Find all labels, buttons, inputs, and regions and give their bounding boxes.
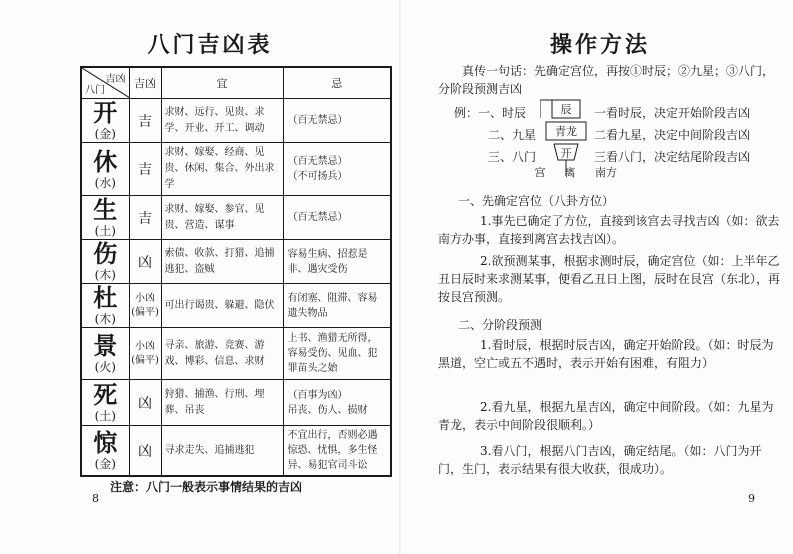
- table-row: [81, 380, 391, 426]
- gate-name: 伤: [93, 239, 118, 268]
- page-number-left: 8: [92, 492, 99, 505]
- table-row: [81, 143, 391, 196]
- suitable-cell: 索债、收款、打猎、追捕逃犯、盗贼: [161, 240, 283, 284]
- table-header-row: [81, 67, 391, 99]
- table-row: [81, 99, 391, 143]
- right-page: [400, 0, 793, 554]
- fortune-line: 小凶: [135, 292, 155, 304]
- gate-element: (木): [94, 312, 116, 326]
- fortune-cell: 凶: [129, 426, 161, 477]
- box-nine-star: 青龙: [555, 125, 577, 138]
- header-avoid: 忌: [283, 67, 391, 99]
- example-step1: 一看时辰，决定开始阶段吉凶: [594, 106, 751, 120]
- avoid-line: （不可扬兵）: [287, 171, 348, 182]
- example-step3: 三看八门，决定结尾阶段吉凶: [594, 150, 751, 164]
- gate-cell: [81, 426, 129, 477]
- page-title-right: 操作方法: [549, 32, 650, 58]
- gate-cell: [81, 143, 129, 196]
- avoid-line: （百无禁忌）: [287, 156, 348, 167]
- box-gate: 开: [560, 147, 572, 160]
- avoid-line: （百事为凶）: [287, 389, 348, 401]
- gate-name: 休: [93, 146, 118, 176]
- section1-paragraph1: 1.事先已确定了方位，直接到该宫去寻找吉凶（如：欲去南方办事，直接到离宫去找吉凶）。: [438, 214, 780, 246]
- gate-cell: [81, 99, 129, 143]
- gate-cell: [81, 196, 129, 240]
- example-step2: 二看九星，决定中间阶段吉凶: [594, 128, 751, 142]
- gate-cell: [81, 328, 129, 380]
- avoid-cell: [283, 99, 391, 143]
- avoid-cell: [283, 240, 391, 284]
- box-hour-branch: 辰: [560, 103, 572, 116]
- gate-element: (土): [94, 224, 116, 238]
- gate-element: (土): [94, 409, 116, 423]
- fortune-cell: 凶: [129, 380, 161, 426]
- avoid-cell: [283, 426, 391, 477]
- gate-cell: [81, 240, 129, 284]
- gate-element: (木): [94, 268, 116, 282]
- table-row: [81, 240, 391, 284]
- gate-element: (水): [94, 175, 116, 190]
- table-row: [81, 426, 391, 477]
- fortune-cell: [129, 328, 161, 380]
- gate-name: 开: [93, 98, 118, 127]
- fortune-line: 小凶: [135, 340, 155, 352]
- avoid-line: （百无禁忌）: [287, 115, 348, 126]
- avoid-line: 上书、渔猎无所得，容易受伤、见血、犯罪苗头之始: [287, 333, 378, 374]
- corner-label-fortune: 吉凶: [105, 74, 126, 85]
- section1-paragraph2: 2.欲预测某事，根据求测时辰，确定宫位（如：上半年乙丑日辰时来求测某事，便看乙丑日上图，辰时在艮宫（东北），再按艮宫预测。: [438, 254, 781, 304]
- corner-header-cell: [81, 67, 129, 99]
- gate-name: 生: [93, 195, 118, 224]
- avoid-cell: [283, 196, 391, 240]
- fortune-cell: 吉: [129, 143, 161, 196]
- intro-paragraph: 真传一句话：先确定宫位，再按①时辰；②九星；③八门，分阶段预测吉凶: [438, 64, 775, 96]
- corner-label-gates: 八门: [85, 85, 105, 96]
- avoid-line: 不宜出行，否则必遇惊恐、忧惧，多生怪异、易犯官司斗讼: [287, 430, 378, 471]
- label-south: 南方: [595, 166, 617, 179]
- avoid-cell: [283, 284, 391, 328]
- gate-name: 惊: [93, 428, 118, 457]
- suitable-cell: 狩猎、捕渔、行刑、埋葬、吊丧: [161, 380, 283, 426]
- avoid-cell: [283, 380, 391, 426]
- gate-cell: [81, 380, 129, 426]
- suitable-cell: 可出行谒贵、躲避、隐伏: [161, 284, 283, 328]
- table-row: [81, 328, 391, 380]
- page-title-left: 八门吉凶表: [147, 32, 273, 58]
- avoid-line: （百无禁忌）: [287, 212, 348, 223]
- section2-paragraph2: 2.看九星，根据九星吉凶，确定中间阶段。（如：九星为青龙，表示中间阶段很顺利。）: [438, 400, 774, 432]
- avoid-line: 吊丧、伤人、损财: [287, 404, 368, 416]
- example-line2: 二、九星: [488, 128, 537, 142]
- label-li: 离: [564, 166, 576, 179]
- gate-name: 景: [93, 331, 118, 360]
- table-body: [81, 99, 391, 477]
- fortune-cell: 吉: [129, 99, 161, 143]
- suitable-cell: 寻求走失、追捕逃犯: [161, 426, 283, 477]
- gate-element: (金): [94, 457, 116, 471]
- fortune-cell: 凶: [129, 240, 161, 284]
- section2-title: 二、分阶段预测: [458, 318, 543, 332]
- table-note: 注意：八门一般表示事情结果的吉凶: [110, 480, 303, 494]
- suitable-cell: 寻亲、旅游、竞赛、游戏、博彩、信息、求财: [161, 328, 283, 380]
- header-suitable: 宜: [161, 67, 283, 99]
- section1-title: 一、先确定宫位（八卦方位）: [458, 194, 615, 208]
- suitable-cell: 求财、嫁娶、经商、见贵、休闲、集合、外出求学: [161, 143, 283, 196]
- page-number-right: 9: [748, 492, 755, 505]
- avoid-cell: [283, 143, 391, 196]
- fortune-cell: [129, 284, 161, 328]
- label-palace: 宫: [534, 166, 546, 179]
- avoid-line: 有闭塞、阻滞、容易遗失物品: [287, 292, 378, 319]
- gate-name: 死: [93, 380, 118, 409]
- gate-element: (火): [94, 360, 116, 374]
- avoid-line: 容易生病、招惹是非、遇灾受伤: [287, 248, 368, 275]
- gate-cell: [81, 284, 129, 328]
- fortune-line: (偏平): [131, 306, 159, 318]
- table-row: [81, 284, 391, 328]
- suitable-cell: 求财、远行、见贵、求学、开业、开工、调动: [161, 99, 283, 143]
- fortune-line: (偏平): [131, 354, 159, 366]
- section2-paragraph3: 3.看八门，根据八门吉凶，确定结尾。（如：八门为开门，生门，表示结果有很大收获，很成功）。: [438, 444, 762, 476]
- example-line3: 三、八门: [488, 150, 537, 164]
- section2-paragraph1: 1.看时辰，根据时辰吉凶，确定开始阶段。（如：时辰为黑道，空亡或五不遇时，表示开始有困难，有阻力）: [438, 338, 774, 370]
- eight-gates-table: [80, 66, 392, 477]
- table-row: [81, 196, 391, 240]
- suitable-cell: 求财、嫁娶、参官、见贵、营造、谋事: [161, 196, 283, 240]
- fortune-cell: 吉: [129, 196, 161, 240]
- example-lead: 例：一、时辰: [454, 106, 527, 120]
- avoid-cell: [283, 328, 391, 380]
- gate-element: (金): [94, 127, 116, 141]
- header-fortune: 吉凶: [129, 67, 161, 99]
- gate-name: 杜: [93, 283, 118, 312]
